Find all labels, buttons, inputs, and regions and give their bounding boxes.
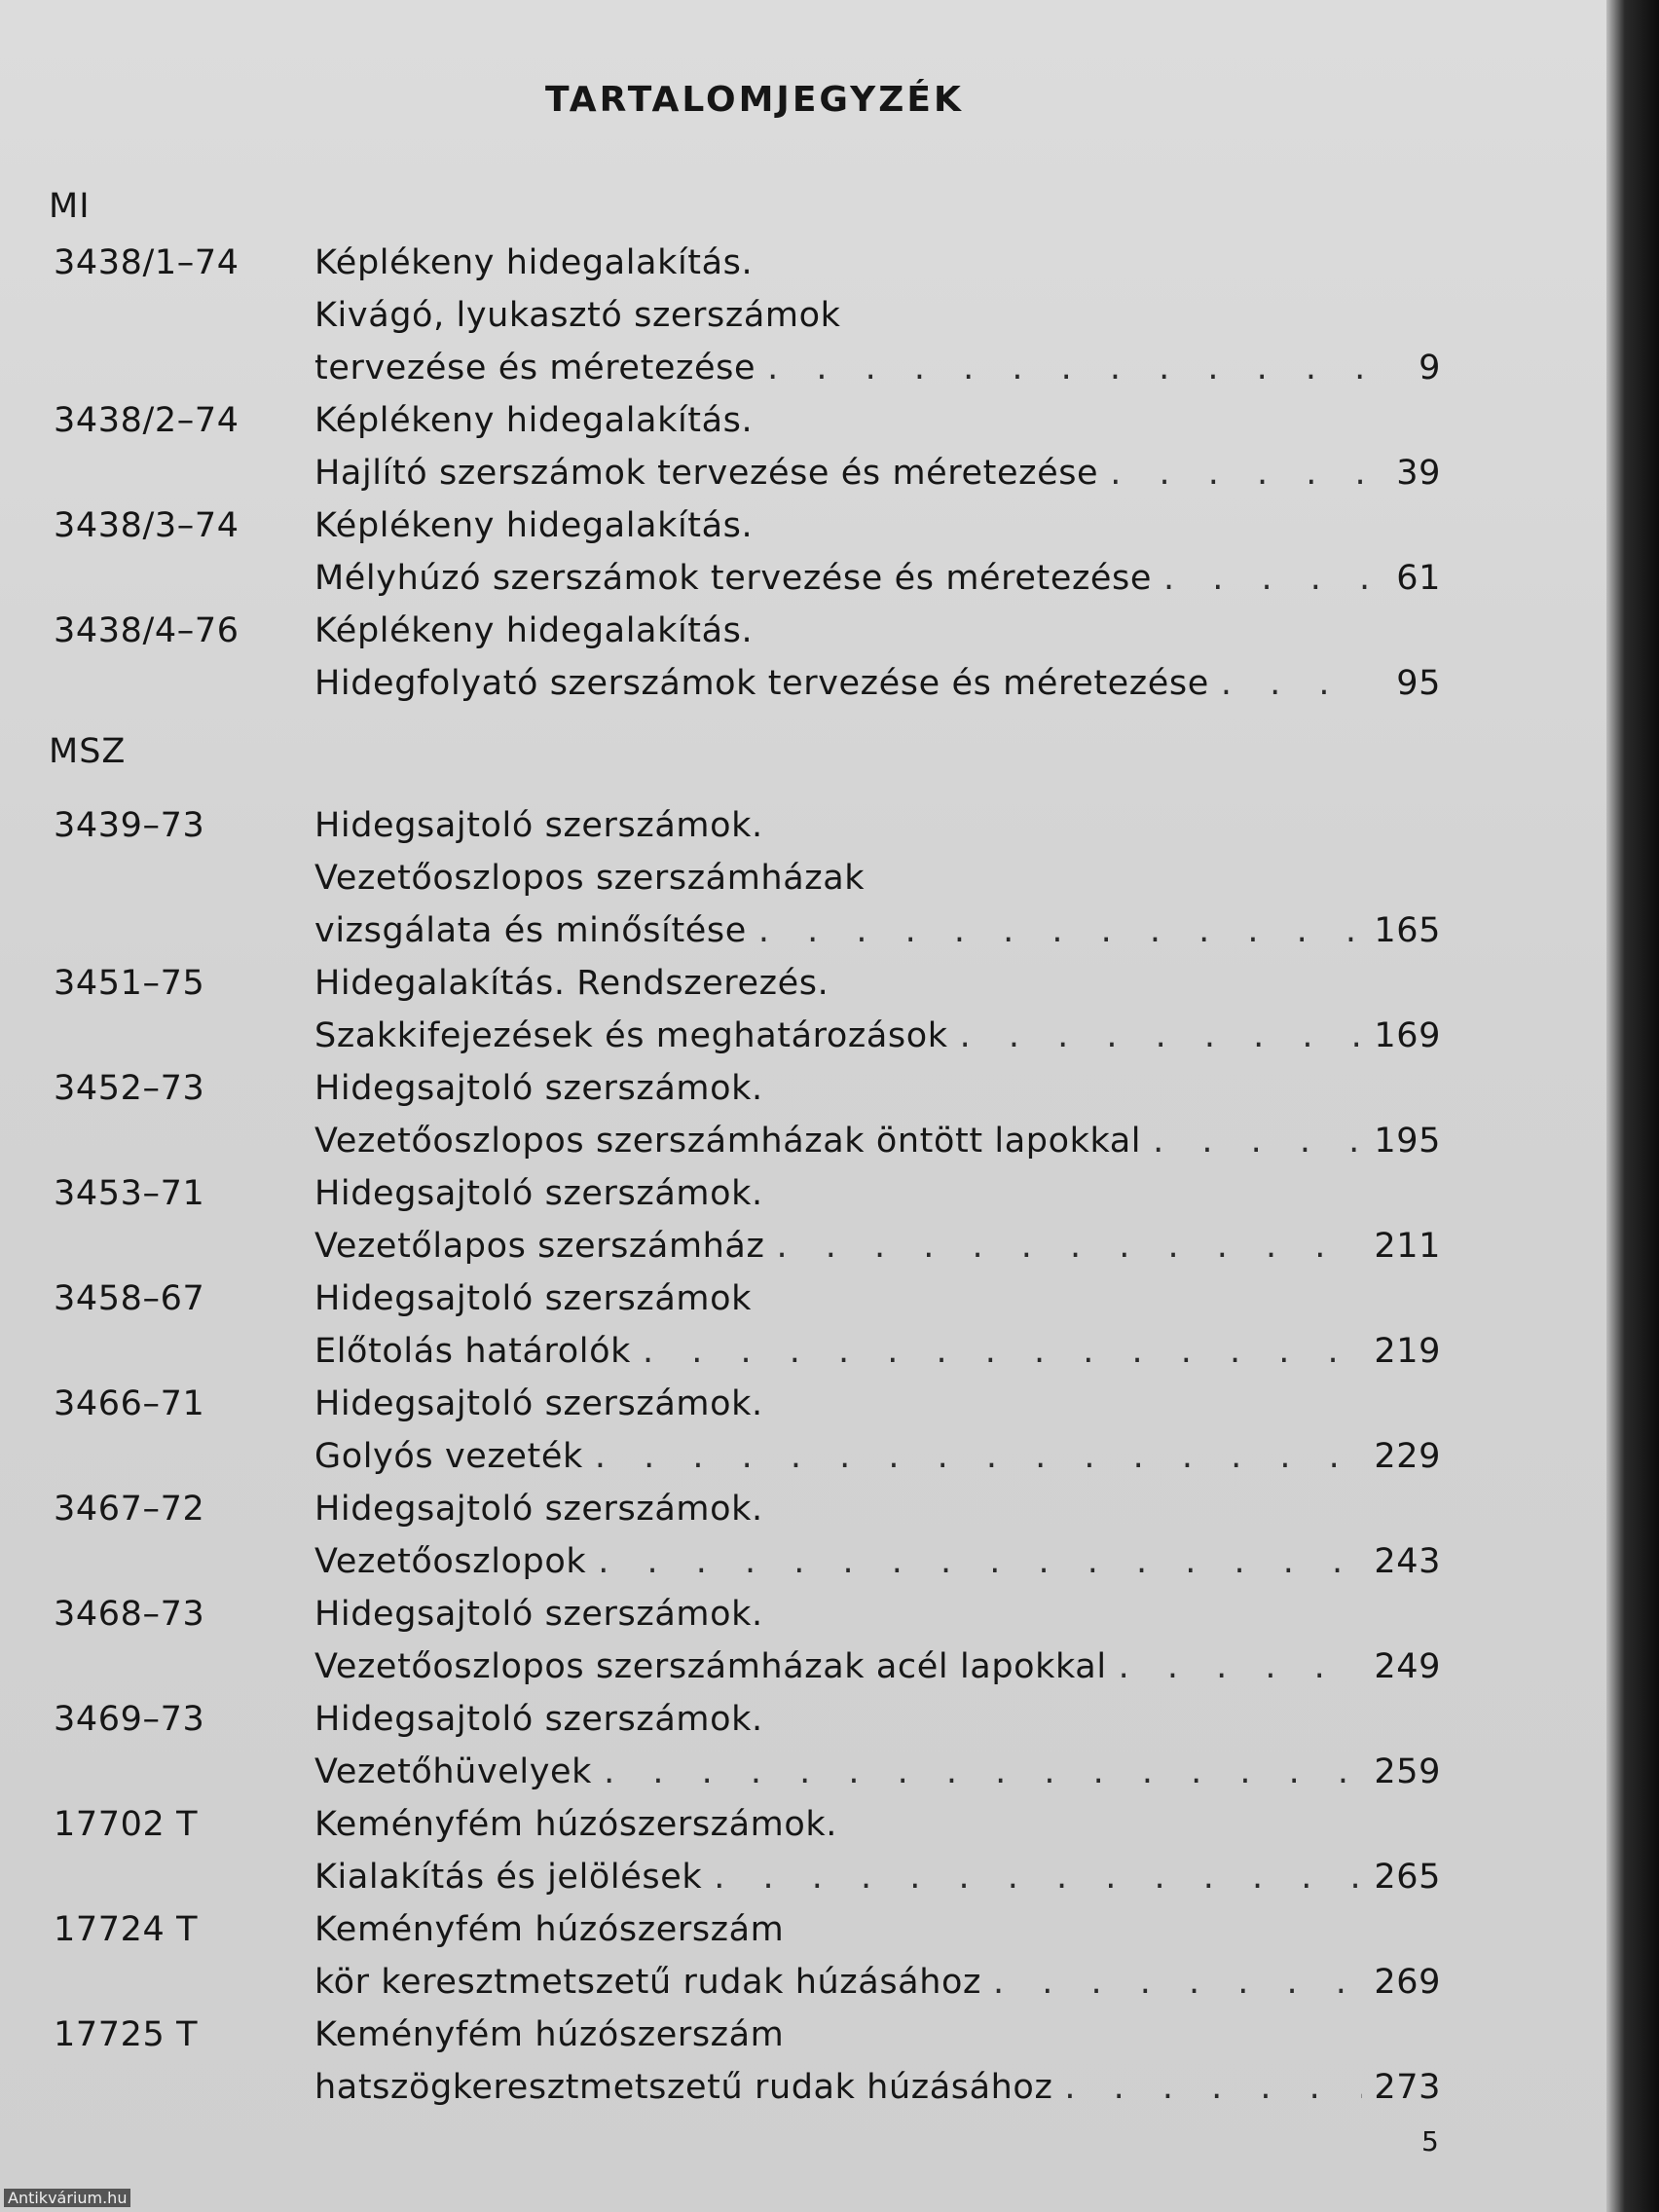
entry-title-row	[314, 1016, 1441, 1055]
entry-title: Vezetőhüvelyek	[314, 1752, 593, 1791]
entry-title-row	[314, 1647, 1441, 1686]
page-ref: 9	[1419, 349, 1441, 387]
page-ref: 39	[1396, 454, 1441, 493]
entry-title: Kialakítás és jelölések	[314, 1858, 703, 1897]
entry-subject: Keményfém húzószerszám	[314, 2015, 785, 2054]
entry-subject: Hidegsajtoló szerszámok.	[314, 1174, 763, 1213]
entry-title: Szakkifejezések és meghatározások	[314, 1016, 948, 1055]
standard-code: 3438/4–76	[54, 611, 240, 650]
entry-subject: Hidegsajtoló szerszámok.	[314, 806, 763, 845]
entry-title: Előtolás határolók	[314, 1332, 631, 1371]
section-heading-mi: MI	[49, 187, 91, 226]
dot-leader	[1163, 559, 1371, 598]
entry-subject: Hidegsajtoló szerszámok.	[314, 1595, 763, 1634]
page-ref: 165	[1374, 911, 1441, 950]
page-ref: 211	[1374, 1227, 1441, 1266]
section-heading-msz: MSZ	[49, 732, 127, 771]
page-title: TARTALOMJEGYZÉK	[545, 80, 964, 120]
standard-code: 3438/3–74	[54, 506, 240, 545]
page-number: 5	[1421, 2125, 1439, 2157]
entry-title-line: Kivágó, lyukasztó szerszámok	[314, 296, 841, 335]
page-ref: 219	[1374, 1332, 1441, 1371]
entry-subject: Hidegsajtoló szerszámok.	[314, 1700, 763, 1739]
entry-title-row	[314, 454, 1441, 493]
entry-subject: Képlékeny hidegalakítás.	[314, 243, 754, 282]
page-ref: 195	[1374, 1122, 1441, 1161]
standard-code: 3451–75	[54, 964, 205, 1003]
page-ref: 265	[1374, 1858, 1441, 1897]
dot-leader	[595, 1437, 1363, 1476]
entry-title-row	[314, 911, 1441, 950]
entry-title-row	[314, 1542, 1441, 1581]
entry-title-row	[314, 664, 1441, 703]
standard-code: 3453–71	[54, 1174, 205, 1213]
dot-leader	[604, 1752, 1362, 1791]
dot-leader	[643, 1332, 1362, 1371]
dot-leader	[1064, 2068, 1362, 2107]
entry-title-row	[314, 1963, 1441, 2002]
entry-title-row	[314, 559, 1441, 598]
dot-leader	[1119, 1647, 1363, 1686]
entry-title: kör keresztmetszetű rudak húzásához	[314, 1963, 981, 2002]
standard-code: 3458–67	[54, 1279, 205, 1318]
page-ref: 243	[1374, 1542, 1441, 1581]
entry-title-row	[314, 1752, 1441, 1791]
page-ref: 95	[1396, 664, 1441, 703]
dot-leader	[993, 1963, 1362, 2002]
entry-title: vizsgálata és minősítése	[314, 911, 747, 950]
entry-title-row	[314, 1437, 1441, 1476]
page-ref: 229	[1374, 1437, 1441, 1476]
page-ref: 169	[1374, 1016, 1441, 1055]
standard-code: 17724 T	[54, 1910, 199, 1949]
dot-leader	[598, 1542, 1362, 1581]
standard-code: 3469–73	[54, 1700, 205, 1739]
entry-title: hatszögkeresztmetszetű rudak húzásához	[314, 2068, 1053, 2107]
entry-title-row	[314, 1332, 1441, 1371]
entry-subject: Hidegsajtoló szerszámok.	[314, 1069, 763, 1108]
entry-title-row	[314, 349, 1441, 387]
entry-subject: Hidegalakítás. Rendszerezés.	[314, 964, 830, 1003]
entry-title: Golyós vezeték	[314, 1437, 583, 1476]
entry-title: Hajlító szerszámok tervezése és méretezése	[314, 454, 1099, 493]
standard-code: 17725 T	[54, 2015, 199, 2054]
entry-title: Vezetőoszlopos szerszámházak öntött lapokkal	[314, 1122, 1142, 1161]
entry-title-row	[314, 1227, 1441, 1266]
dot-leader	[1153, 1122, 1362, 1161]
standard-code: 3438/1–74	[54, 243, 240, 282]
standard-code: 17702 T	[54, 1805, 199, 1844]
page-ref: 61	[1396, 559, 1441, 598]
entry-subject: Hidegsajtoló szerszámok	[314, 1279, 752, 1318]
entry-subject: Képlékeny hidegalakítás.	[314, 611, 754, 650]
entry-subject: Keményfém húzószerszám	[314, 1910, 785, 1949]
watermark: Antikvárium.hu	[4, 2189, 130, 2207]
page-ref: 273	[1374, 2068, 1441, 2107]
page-ref: 269	[1374, 1963, 1441, 2002]
entry-title: tervezése és méretezése	[314, 349, 756, 387]
entry-title: Vezetőoszlopok	[314, 1542, 587, 1581]
standard-code: 3467–72	[54, 1490, 205, 1529]
dot-leader	[776, 1227, 1362, 1266]
dot-leader	[758, 911, 1363, 950]
dot-leader	[1110, 454, 1371, 493]
entry-subject: Képlékeny hidegalakítás.	[314, 506, 754, 545]
standard-code: 3468–73	[54, 1595, 205, 1634]
entry-title-row	[314, 2068, 1441, 2107]
standard-code: 3438/2–74	[54, 401, 240, 440]
entry-subject: Képlékeny hidegalakítás.	[314, 401, 754, 440]
page-ref: 249	[1374, 1647, 1441, 1686]
entry-subject: Hidegsajtoló szerszámok.	[314, 1384, 763, 1423]
entry-title: Vezetőoszlopos szerszámházak acél lapokkal	[314, 1647, 1107, 1686]
standard-code: 3452–73	[54, 1069, 205, 1108]
dot-leader	[714, 1858, 1362, 1897]
entry-title-line: Vezetőoszlopos szerszámházak	[314, 859, 866, 898]
entry-subject: Keményfém húzószerszámok.	[314, 1805, 837, 1844]
entry-subject: Hidegsajtoló szerszámok.	[314, 1490, 763, 1529]
entry-title-row	[314, 1858, 1441, 1897]
entry-title-row	[314, 1122, 1441, 1161]
page-ref: 259	[1374, 1752, 1441, 1791]
entry-title: Hidegfolyató szerszámok tervezése és méretezése	[314, 664, 1209, 703]
book-spine-shadow	[1606, 0, 1659, 2212]
entry-title: Mélyhúzó szerszámok tervezése és méretezése	[314, 559, 1153, 598]
dot-leader	[960, 1016, 1363, 1055]
standard-code: 3466–71	[54, 1384, 205, 1423]
standard-code: 3439–73	[54, 806, 205, 845]
entry-title: Vezetőlapos szerszámház	[314, 1227, 765, 1266]
dot-leader	[767, 349, 1371, 387]
dot-leader	[1221, 664, 1371, 703]
